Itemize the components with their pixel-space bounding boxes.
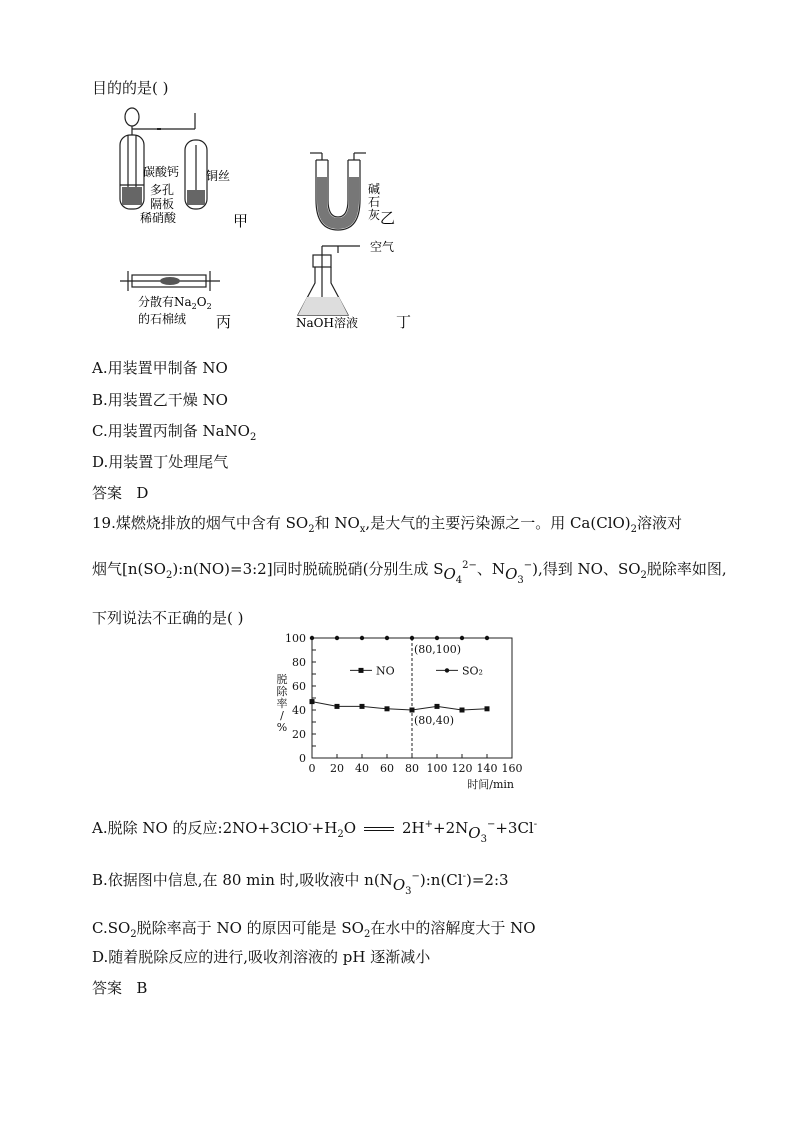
yi-name: 乙 bbox=[380, 209, 396, 227]
y-axis-label-char: / bbox=[280, 709, 284, 722]
data-point-so2 bbox=[310, 636, 314, 640]
data-point-so2 bbox=[460, 636, 464, 640]
jia-label-hno3: 稀硝酸 bbox=[140, 211, 177, 225]
x-tick-label: 40 bbox=[355, 762, 369, 775]
jia-label-caco3: 碳酸钙 bbox=[143, 165, 180, 179]
x-tick-label: 20 bbox=[330, 762, 344, 775]
y-tick-label: 60 bbox=[292, 680, 306, 693]
legend-so2-marker bbox=[445, 668, 449, 672]
jia-label-porous: 多孔 bbox=[150, 183, 175, 197]
data-point-no bbox=[460, 708, 465, 713]
legend-no-marker bbox=[359, 668, 364, 673]
data-point-so2 bbox=[485, 636, 489, 640]
y-tick-label: 0 bbox=[299, 752, 306, 765]
y-tick-label: 80 bbox=[292, 656, 306, 669]
annotation-so2: (80,100) bbox=[414, 643, 462, 656]
y-tick-label: 40 bbox=[292, 704, 306, 717]
jia-name: 甲 bbox=[233, 212, 249, 230]
data-point-no bbox=[385, 706, 390, 711]
y-axis-label-char: % bbox=[276, 721, 288, 734]
q18-apparatus-figure bbox=[110, 105, 440, 335]
data-point-no bbox=[310, 699, 315, 704]
q19-stem-line1: 19.煤燃烧排放的烟气中含有 $SO_2$和 $NO_x$,是大气的主要污染源之一。用 $Ca(ClO)_2$溶液对 bbox=[92, 514, 683, 535]
yi-label-3: 灰 bbox=[368, 208, 381, 222]
x-tick-label: 160 bbox=[501, 762, 523, 775]
x-tick-label: 100 bbox=[426, 762, 448, 775]
q19-answer: 答案 B bbox=[92, 979, 148, 997]
q19-stem-line3: 下列说法不正确的是( ) bbox=[92, 609, 244, 627]
q19-removal-rate-chart bbox=[262, 630, 562, 795]
q18-answer: 答案 D bbox=[92, 484, 149, 502]
bing-name: 丙 bbox=[216, 313, 232, 331]
x-tick-label: 60 bbox=[380, 762, 394, 775]
q18-option-c: C.用装置丙制备 NaNO$_2$ bbox=[92, 422, 257, 443]
q19-option-a: A.脱除 NO 的反应$:2NO+3ClO^-+H_2O$ $2H^++2NO_3^-+3Cl^-$ bbox=[92, 819, 538, 845]
q19-option-b: B.依据图中信息,在 80 min 时,吸收液中 $n(NO_3^-):n(Cl^-)=2:3$ bbox=[92, 871, 509, 897]
data-point-no bbox=[410, 708, 415, 713]
x-tick-label: 140 bbox=[476, 762, 498, 775]
yi-label-1: 碱 bbox=[368, 182, 381, 196]
data-point-so2 bbox=[385, 636, 389, 640]
yi-fill bbox=[317, 177, 359, 229]
jia-label-cu: 铜丝 bbox=[206, 169, 231, 183]
data-point-no bbox=[485, 706, 490, 711]
bing-label-2: 的石棉绒 bbox=[138, 312, 187, 326]
bing-fill bbox=[160, 277, 180, 285]
q19-option-c: $C.SO_2$脱除率高于 NO 的原因可能是 $SO_2$在水中的溶解度大于 NO bbox=[92, 919, 536, 940]
bing-label-1: 分散有$Na_2O_2$ bbox=[138, 295, 212, 311]
q19-option-d: D.随着脱除反应的进行,吸收剂溶液的 pH 逐渐减小 bbox=[92, 948, 431, 966]
y-tick-label: 20 bbox=[292, 728, 306, 741]
x-tick-label: 0 bbox=[308, 762, 316, 775]
data-point-so2 bbox=[410, 636, 414, 640]
ding-label-naoh: NaOH溶液 bbox=[296, 316, 358, 330]
y-axis-label-char: 脱 bbox=[276, 673, 288, 686]
legend-no-label: NO bbox=[376, 664, 395, 678]
x-tick-label: 120 bbox=[451, 762, 473, 775]
ding-name: 丁 bbox=[396, 313, 412, 331]
y-axis-label-char: 除 bbox=[276, 685, 288, 698]
data-point-no bbox=[335, 704, 340, 709]
x-axis-label: 时间/min bbox=[467, 778, 514, 791]
legend-so2-label: SO₂ bbox=[462, 664, 483, 678]
ding-label-air: 空气 bbox=[370, 240, 395, 254]
jia-label-partition: 隔板 bbox=[150, 197, 175, 211]
q18-option-b: B.用装置乙干燥 NO bbox=[92, 391, 228, 409]
data-point-no bbox=[360, 704, 365, 709]
data-point-so2 bbox=[360, 636, 364, 640]
data-point-no bbox=[435, 704, 440, 709]
annotation-no: (80,40) bbox=[414, 714, 455, 727]
yi-label-2: 石 bbox=[368, 195, 381, 209]
q18-option-a: A.用装置甲制备 NO bbox=[92, 359, 228, 377]
q18-option-d: D.用装置丁处理尾气 bbox=[92, 453, 229, 471]
y-tick-label: 100 bbox=[285, 632, 306, 645]
q18-stem-tail: 目的的是( ) bbox=[92, 79, 169, 97]
q19-stem-line2: 烟气$[n(SO_2):n(NO)=3:2]$同时脱硫脱硝(分别生成 $SO_4^{2-}$、$NO_3^-$),得到 NO、$SO_2$脱除率如图, bbox=[92, 560, 727, 586]
reaction-equals-sign bbox=[364, 827, 394, 831]
data-point-so2 bbox=[435, 636, 439, 640]
y-axis-label-char: 率 bbox=[276, 697, 288, 710]
x-tick-label: 80 bbox=[405, 762, 419, 775]
data-point-so2 bbox=[335, 636, 339, 640]
